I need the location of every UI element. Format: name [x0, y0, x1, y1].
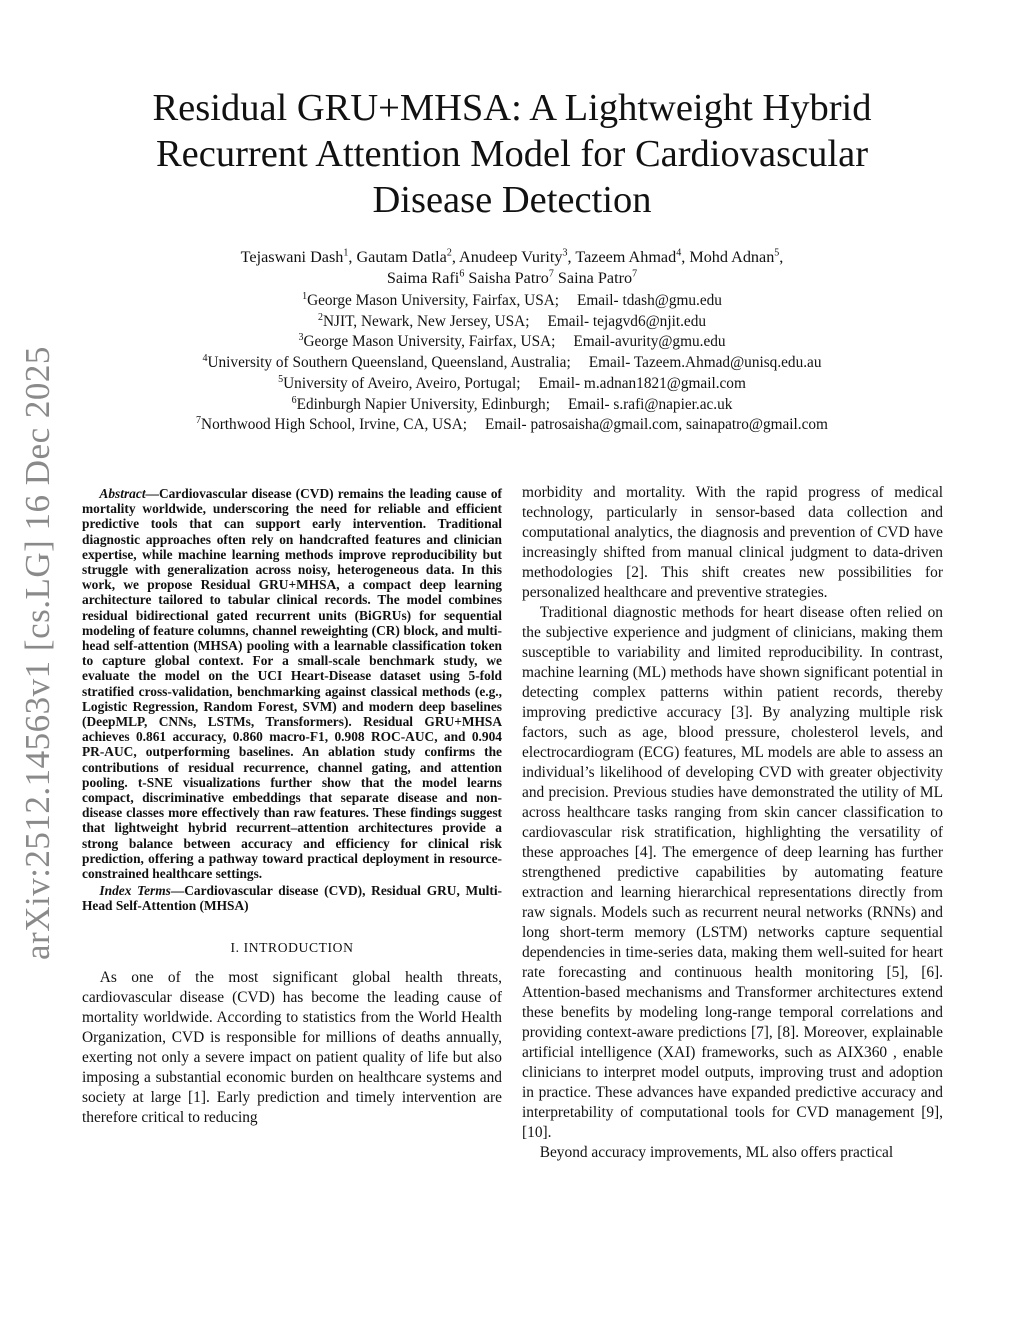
affiliation: $^5$University of Aveiro, Aveiro, Portugal; Email- m.adnan1821@gmail.com: [278, 373, 746, 392]
body-paragraph: morbidity and mortality. With the rapid progress of medical technology, particularly in sensor-based data collection and computational analytics, the diagnosis and prevention of CVD have increasingly shifted from manual clinical judgment to data-driven methodologies [2]. This shift creates new possibilities for personalized healthcare and preventive strategies.: [522, 484, 943, 601]
affiliation: $^7$Northwood High School, Irvine, CA, USA; Email- patrosaisha@gmail.com, sainapatro@gmail.com: [196, 415, 828, 434]
author-email: Email-avurity@gmu.edu: [573, 333, 726, 351]
paper-title: Residual GRU+MHSA: A Lightweight Hybrid Recurrent Attention Model for Cardiovascular Disease Detection: [152, 87, 872, 221]
author: Tejaswani Dash$^1$,: [240, 247, 357, 266]
affiliation-list: [60, 291, 964, 436]
author: Saima Rafi$^6$: [386, 268, 465, 287]
index-terms: [82, 883, 502, 913]
body-paragraph: Beyond accuracy improvements, ML also offers practical: [539, 1144, 894, 1161]
author: Saisha Patro$^7$: [468, 268, 554, 287]
author: Gautam Datla$^2$,: [356, 247, 460, 266]
author-email: Email- Tazeem.Ahmad@unisq.edu.au: [588, 354, 822, 372]
index-terms-text: —Cardiovascular disease (CVD), Residual GRU, Multi-Head Self-Attention (MHSA): [82, 883, 502, 914]
author: Tazeem Ahmad$^4$,: [575, 247, 690, 266]
body-paragraph: Traditional diagnostic methods for heart disease often relied on the subjective experience and judgment of clinicians, making them susceptible to variability and limited reproducibility. In contrast, machine learning (ML) methods have shown significant potential in detecting complex patterns within patient records, thereby improving predictive accuracy [3]. By analyzing multiple risk factors, such as age, blood pressure, cholesterol levels, and electrocardiogram (ECG) features, ML models are able to assess an individual’s likelihood of developing CVD with greater objectivity and precision. Previous studies have demonstrated the utility of ML across healthcare tasks ranging from skin cancer classification to cardiovascular risk stratification, highlighting the versatility of these approaches [4]. The emergence of deep learning has further strengthened predictive capabilities by automating feature extraction and learning hierarchical representations directly from raw signals. Models such as recurrent neural networks (RNNs) and long short-term memory (LSTM) networks capture sequential dependencies in time-series data, making them well-suited for heart rate forecasting and continuous health monitoring [5], [6]. Attention-based mechanisms and Transformer architectures extend these benefits by modeling long-range temporal correlations and providing context-aware predictions [7], [8]. Moreover, explainable artificial intelligence (XAI) frameworks, such as AIX360 , enable clinicians to interpret model outputs, improving trust and adoption in practice. These advances have expanded predictive accuracy and interpretability of computational tools for CVD management [9], [10].: [522, 604, 943, 1141]
author-email: Email- patrosaisha@gmail.com, sainapatro@gmail.com: [485, 416, 828, 434]
abstract: [82, 486, 502, 881]
author-email: Email- s.rafi@napier.ac.uk: [567, 395, 733, 413]
affiliation: $^6$Edinburgh Napier University, Edinburgh; Email- s.rafi@napier.ac.uk: [291, 394, 733, 413]
affiliation: $^1$George Mason University, Fairfax, USA; Email- tdash@gmu.edu: [302, 290, 722, 309]
arxiv-identifier: arXiv:2512.14563v1 [cs.LG] 16 Dec 2025: [18, 346, 57, 960]
author-email: Email- tejagvd6@njit.edu: [547, 312, 706, 330]
index-terms-label: Index Terms: [99, 883, 171, 899]
affiliation: $^3$George Mason University, Fairfax, USA; Email-avurity@gmu.edu: [298, 332, 726, 351]
author-email: Email- m.adnan1821@gmail.com: [538, 374, 746, 392]
author: Anudeep Vurity$^3$,: [459, 247, 576, 266]
abstract-text: —Cardiovascular disease (CVD) remains the leading cause of mortality worldwide, underscoring the need for reliable and efficient predictive tools that can support early intervention. Traditional diagnostic approaches often rely on handcrafted features and clinician expertise, while machine learning methods improve reproducibility but struggle with generalization across noisy, heterogeneous data. In this work, we propose Residual GRU+MHSA, a compact deep learning architecture tailored to tabular clinical records. The model combines residual bidirectional gated recurrent units (BiGRUs) for sequential modeling of feature columns, channel reweighting (CR) block, and multi-head self-attention (MHSA) pooling with a learnable classification token to capture global context. For a small-scale benchmark study, we evaluate the model on the UCI Heart-Disease dataset using 5-fold stratified cross-validation, benchmarking against classical methods (e.g., Logistic Regression, Random Forest, SVM) and modern deep baselines (DeepMLP, CNNs, LSTMs, Transformers). Residual GRU+MHSA achieves 0.861 accuracy, 0.860 macro-F1, 0.908 ROC-AUC, and 0.904 PR-AUC, outperforming baselines. An ablation study confirms the contributions of residual recurrence, channel gating, and attention pooling. t-SNE visualizations further show that the model learns compact, discriminative embeddings that separate disease and non-disease classes more effectively than raw features. These findings suggest that lightweight hybrid recurrent–attention architectures provide a strong balance between accuracy and efficiency for clinical risk prediction, offering a pathway toward practical deployment in resource-constrained healthcare settings.: [82, 486, 502, 882]
affiliation: $^4$University of Southern Queensland, Queensland, Australia; Email- Tazeem.Ahmad@unisq.edu.au: [202, 353, 822, 372]
author-email: Email- tdash@gmu.edu: [577, 292, 722, 309]
intro-paragraph: As one of the most significant global health threats, cardiovascular disease (CVD) has become the leading cause of mortality worldwide. According to statistics from the World Health Organization, CVD is responsible for millions of deaths annually, exerting not only a severe impact on patient quality of life but also imposing a substantial economic burden on healthcare systems and society at large [1]. Early prediction and timely intervention are therefore critical to reducing: [82, 968, 502, 1126]
left-column: [82, 486, 502, 1128]
affiliation: $^2$NJIT, Newark, New Jersey, USA; Email- tejagvd6@njit.edu: [318, 311, 706, 330]
author: Mohd Adnan$^5$,: [689, 247, 784, 266]
abstract-label: Abstract: [99, 486, 146, 501]
author-list: [100, 247, 924, 289]
section-heading: I. INTRODUCTION: [230, 939, 354, 955]
right-column: [522, 483, 943, 1163]
author: Saina Patro$^7$: [557, 268, 638, 287]
